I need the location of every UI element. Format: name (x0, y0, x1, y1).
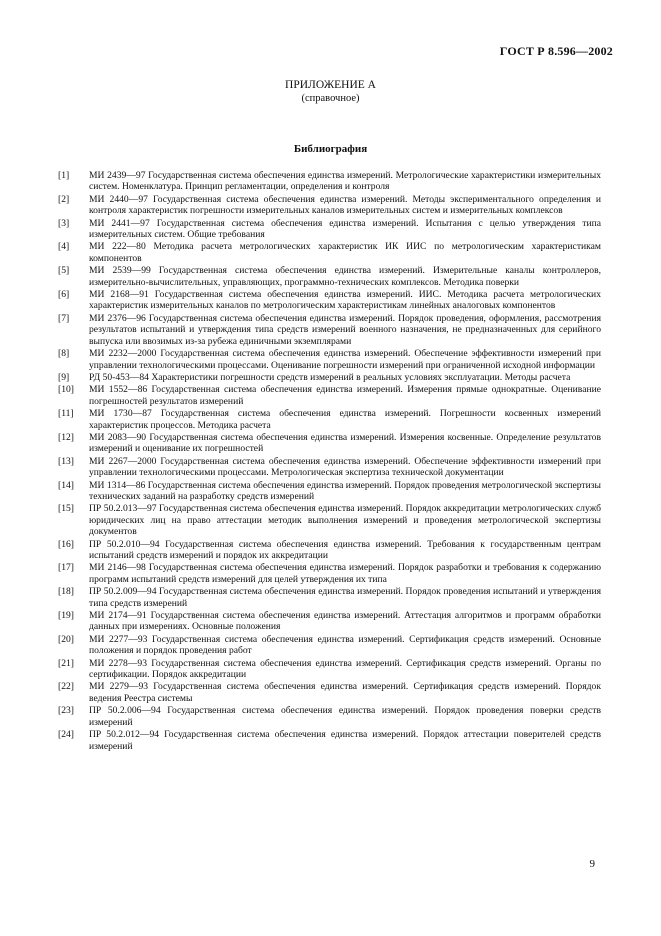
bibliography-item-text: ПР 50.2.006—94 Государственная система обеспечения единства измерений. Порядок проведения поверки средств измерений (89, 705, 601, 728)
bibliography-item-text: ПР 50.2.010—94 Государственная система обеспечения единства измерений. Требования к государственным центрам испытаний средств измерений и порядок их аккредитации (89, 538, 601, 561)
bibliography-item-text: ПР 50.2.012—94 Государственная система обеспечения единства измерений. Порядок аттестации поверителей средств измерений (89, 729, 601, 752)
bibliography-item-text: МИ 1730—87 Государственная система обеспечения единства измерений. Погрешности косвенных измерений характеристик процессов. Методика расчета (89, 408, 601, 431)
bibliography-item-number: [1] (58, 170, 70, 181)
bibliography-item-text: МИ 2376—96 Государственная система обеспечения единства измерений. Порядок проведения, оформления, рассмотрения результатов испытаний и утверждения типа средств измерений военного назначения, не предназначенных для серийного выпуска или ввозимых из-за рубежа единичными экземплярами (89, 312, 601, 347)
bibliography-item (58, 241, 601, 264)
bibliography-item-number: [11] (58, 408, 74, 420)
bibliography-item-number: [20] (58, 633, 74, 645)
appendix-heading (0, 79, 661, 105)
bibliography-item-number: [24] (58, 729, 74, 741)
bibliography-item (58, 562, 601, 585)
bibliography-item-text: МИ 2277—93 Государственная система обеспечения единства измерений. Сертификация средств измерений. Основные положения и порядок проведения работ (89, 633, 601, 657)
bibliography-item-number: [7] (58, 312, 70, 324)
bibliography-item-text: ПР 50.2.009—94 Государственная система обеспечения единства измерений. Порядок проведения испытаний и утверждения типа средств измерений (89, 586, 601, 609)
bibliography-item (58, 408, 601, 431)
bibliography-item-text: МИ 2279—93 Государственная система обеспечения единства измерений. Сертификация средств измерений. Порядок ведения Реестра системы (89, 681, 601, 704)
bibliography-item-number: [14] (58, 479, 74, 491)
appendix-title: ПРИЛОЖЕНИЕ А (285, 79, 376, 91)
document-code: ГОСТ Р 8.596—2002 (499, 44, 613, 58)
bibliography-item (58, 610, 601, 633)
bibliography-item-number: [16] (58, 538, 74, 550)
bibliography-item (58, 170, 601, 193)
bibliography-item (58, 479, 601, 503)
bibliography-item-text: МИ 2278—93 Государственная система обеспечения единства измерений. Сертификация средств измерений. Органы по сертификации. Порядок аккредитации (89, 657, 601, 681)
bibliography-item-number: [18] (58, 586, 74, 598)
bibliography-item-text: МИ 2174—91 Государственная система обеспечения единства измерений. Аттестация алгоритмов и программ обработки данных при измерениях. Основные положения (89, 610, 601, 633)
bibliography-item (58, 193, 601, 217)
bibliography-item-text: МИ 1314—86 Государственная система обеспечения единства измерений. Порядок проведения метрологической экспертизы технических заданий на разработку средств измерений (89, 479, 601, 502)
bibliography-list (58, 170, 601, 753)
bibliography-item-number: [4] (58, 241, 70, 253)
bibliography-item-number: [22] (58, 681, 74, 693)
bibliography-item (58, 312, 601, 347)
bibliography-item (58, 431, 601, 455)
bibliography-item (58, 384, 601, 407)
bibliography-item (58, 633, 601, 657)
bibliography-item (58, 371, 601, 383)
bibliography-item (58, 538, 601, 562)
appendix-subtitle: (справочное) (301, 93, 360, 104)
bibliography-item (58, 586, 601, 609)
bibliography-item-text: МИ 2441—97 Государственная система обеспечения единства измерений. Испытания с целью утверждения типа измерительных систем. Общие требования (89, 217, 601, 241)
bibliography-item-number: [2] (58, 193, 70, 205)
bibliography-item-text: МИ 1552—86 Государственная система обеспечения единства измерений. Измерения прямые однократные. Оценивание погрешностей результатов измерений (89, 384, 601, 407)
bibliography-item (58, 657, 601, 681)
bibliography-item-text: МИ 2267—2000 Государственная система обеспечения единства измерений. Обеспечение эффективности измерений при управлении технологическими процессами. Метрологическая экспертиза технической документации (89, 455, 601, 479)
bibliography-item-number: [13] (58, 455, 74, 467)
bibliography-item-text: МИ 2232—2000 Государственная система обеспечения единства измерений. Обеспечение эффективности измерений при управлении технологическими процессами. Оценивание погрешности измерений при ограниченной исходной информации (89, 348, 601, 371)
bibliography-item-number: [23] (58, 705, 74, 717)
bibliography-item (58, 503, 601, 538)
bibliography-item-text: МИ 2146—98 Государственная система обеспечения единства измерений. Порядок разработки и требования к содержанию программ испытаний средств измерений для целей утверждения их типа (89, 562, 601, 585)
bibliography-item-number: [19] (58, 610, 74, 622)
bibliography-title: Библиография (293, 143, 368, 155)
bibliography-item-number: [10] (58, 384, 74, 396)
bibliography-item (58, 455, 601, 479)
bibliography-item-number: [6] (58, 289, 70, 301)
bibliography-item (58, 681, 601, 704)
bibliography-item-number: [21] (58, 657, 74, 669)
bibliography-item (58, 289, 601, 312)
bibliography-item-number: [17] (58, 562, 74, 574)
bibliography-item-number: [5] (58, 265, 70, 277)
bibliography-item (58, 217, 601, 241)
bibliography-item-text: МИ 2440—97 Государственная система обеспечения единства измерений. Методы экспериментального определения и контроля характеристик погрешности измерительных каналов измерительных систем и измерительных комплексов (89, 193, 601, 217)
bibliography-item-number: [9] (58, 371, 70, 383)
bibliography-item (58, 348, 601, 371)
bibliography-item-text: МИ 2439—97 Государственная система обеспечения единства измерений. Метрологические характеристики измерительных систем. Номенклатура. Принцип регламентации, определения и контроля (89, 170, 601, 193)
bibliography-item-number: [12] (58, 431, 74, 443)
bibliography-item-text: МИ 222—80 Методика расчета метрологических характеристик ИК ИИС по метрологическим характеристикам компонентов (89, 241, 601, 264)
bibliography-item (58, 265, 601, 288)
bibliography-item (58, 705, 601, 728)
bibliography-item-text: ПР 50.2.013—97 Государственная система обеспечения единства измерений. Порядок аккредитации метрологических служб юридических лиц на право аттестации методик выполнения измерений и проведения метрологической экспертизы документов (89, 503, 601, 538)
bibliography-item-text: МИ 2168—91 Государственная система обеспечения единства измерений. ИИС. Методика расчета метрологических характеристик измерительных каналов по метрологическим характеристикам линейных аналоговых компонентов (89, 289, 601, 312)
page-number: 9 (589, 858, 595, 870)
bibliography-item-text: РД 50-453—84 Характеристики погрешности средств измерений в реальных условиях эксплуатации. Методы расчета (89, 371, 571, 383)
bibliography-item-text: МИ 2083—90 Государственная система обеспечения единства измерений. Измерения косвенные. Определение результатов измерений и оценивание их погрешностей (89, 431, 601, 455)
bibliography-item-number: [15] (58, 503, 74, 515)
bibliography-item-number: [3] (58, 217, 70, 229)
bibliography-item (58, 729, 601, 752)
bibliography-item-number: [8] (58, 348, 70, 360)
bibliography-item-text: МИ 2539—99 Государственная система обеспечения единства измерений. Измерительные каналы контроллеров, измерительно-вычислительных, управляющих, программно-технических комплексов. Методика поверки (89, 265, 601, 288)
